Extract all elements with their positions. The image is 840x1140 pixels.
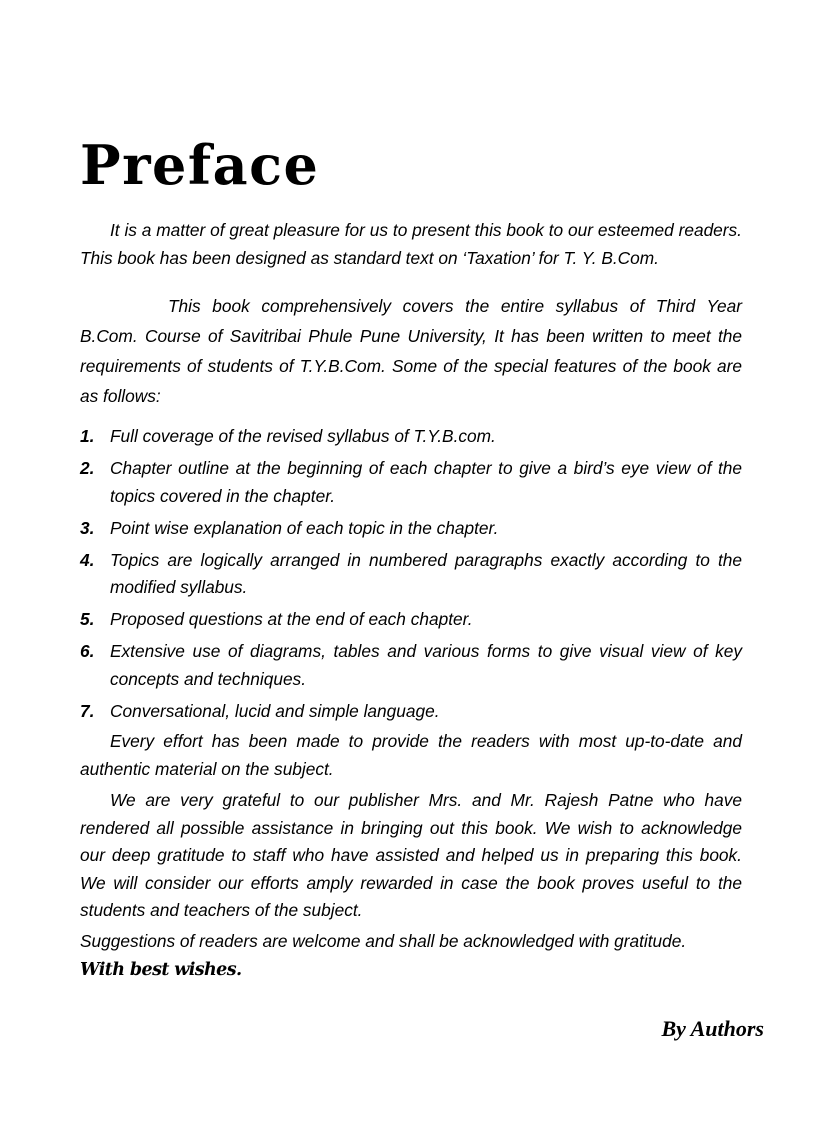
list-item <box>80 547 742 602</box>
list-item-number: 7. <box>80 700 95 721</box>
list-item <box>80 515 742 543</box>
intro-paragraph: It is a matter of great pleasure for us to present this book to our esteemed readers. This book has been designed as standard text on ‘Taxation’ for T. Y. B.Com. <box>80 220 742 268</box>
features-list <box>80 423 742 730</box>
list-item-number: 3. <box>80 517 95 538</box>
author-signature: By Authors <box>661 1016 764 1041</box>
list-item <box>80 698 742 726</box>
list-item <box>80 638 742 693</box>
list-item-text: Conversational, lucid and simple language. <box>110 700 440 721</box>
effort-paragraph: Every effort has been made to provide the readers with most up-to-date and authentic material on the subject. <box>80 731 742 779</box>
page-title: Preface <box>80 133 320 197</box>
suggestions-paragraph: Suggestions of readers are welcome and shall be acknowledged with gratitude. <box>80 931 687 951</box>
list-item-number: 1. <box>80 426 95 446</box>
list-item <box>80 606 742 634</box>
list-item-text: Extensive use of diagrams, tables and various forms to give visual view of key concepts and techniques. <box>110 641 742 689</box>
list-item-number: 6. <box>80 641 95 661</box>
closing-wishes: With best wishes. <box>80 960 242 980</box>
list-item-text: Topics are logically arranged in numbered paragraphs exactly according to the modified syllabus. <box>110 549 742 597</box>
list-item-number: 4. <box>80 549 95 570</box>
list-item-text: Chapter outline at the beginning of each chapter to give a bird’s eye view of the topics covered in the chapter. <box>110 458 742 506</box>
gratitude-paragraph: We are very grateful to our publisher Mrs. and Mr. Rajesh Patne who have rendered all possible assistance in bringing out this book. We wish to acknowledge our deep gratitude to staff who have assisted and helped us in preparing this book. We will consider our efforts amply rewarded in case the book proves useful to the students and teachers of the subject. <box>80 790 742 920</box>
list-item-text: Point wise explanation of each topic in the chapter. <box>110 517 499 538</box>
list-item-text: Full coverage of the revised syllabus of T.Y.B.com. <box>110 426 496 446</box>
list-item-text: Proposed questions at the end of each chapter. <box>110 609 473 629</box>
list-item-number: 5. <box>80 609 95 629</box>
coverage-paragraph: This book comprehensively covers the entire syllabus of Third Year B.Com. Course of Savitribai Phule Pune University, It has been written to meet the requirements of students of T.Y.B.Com. Some of the special features of the book are as follows: <box>80 296 742 406</box>
list-item <box>80 423 742 451</box>
list-item-number: 2. <box>80 458 95 478</box>
list-item <box>80 455 742 510</box>
